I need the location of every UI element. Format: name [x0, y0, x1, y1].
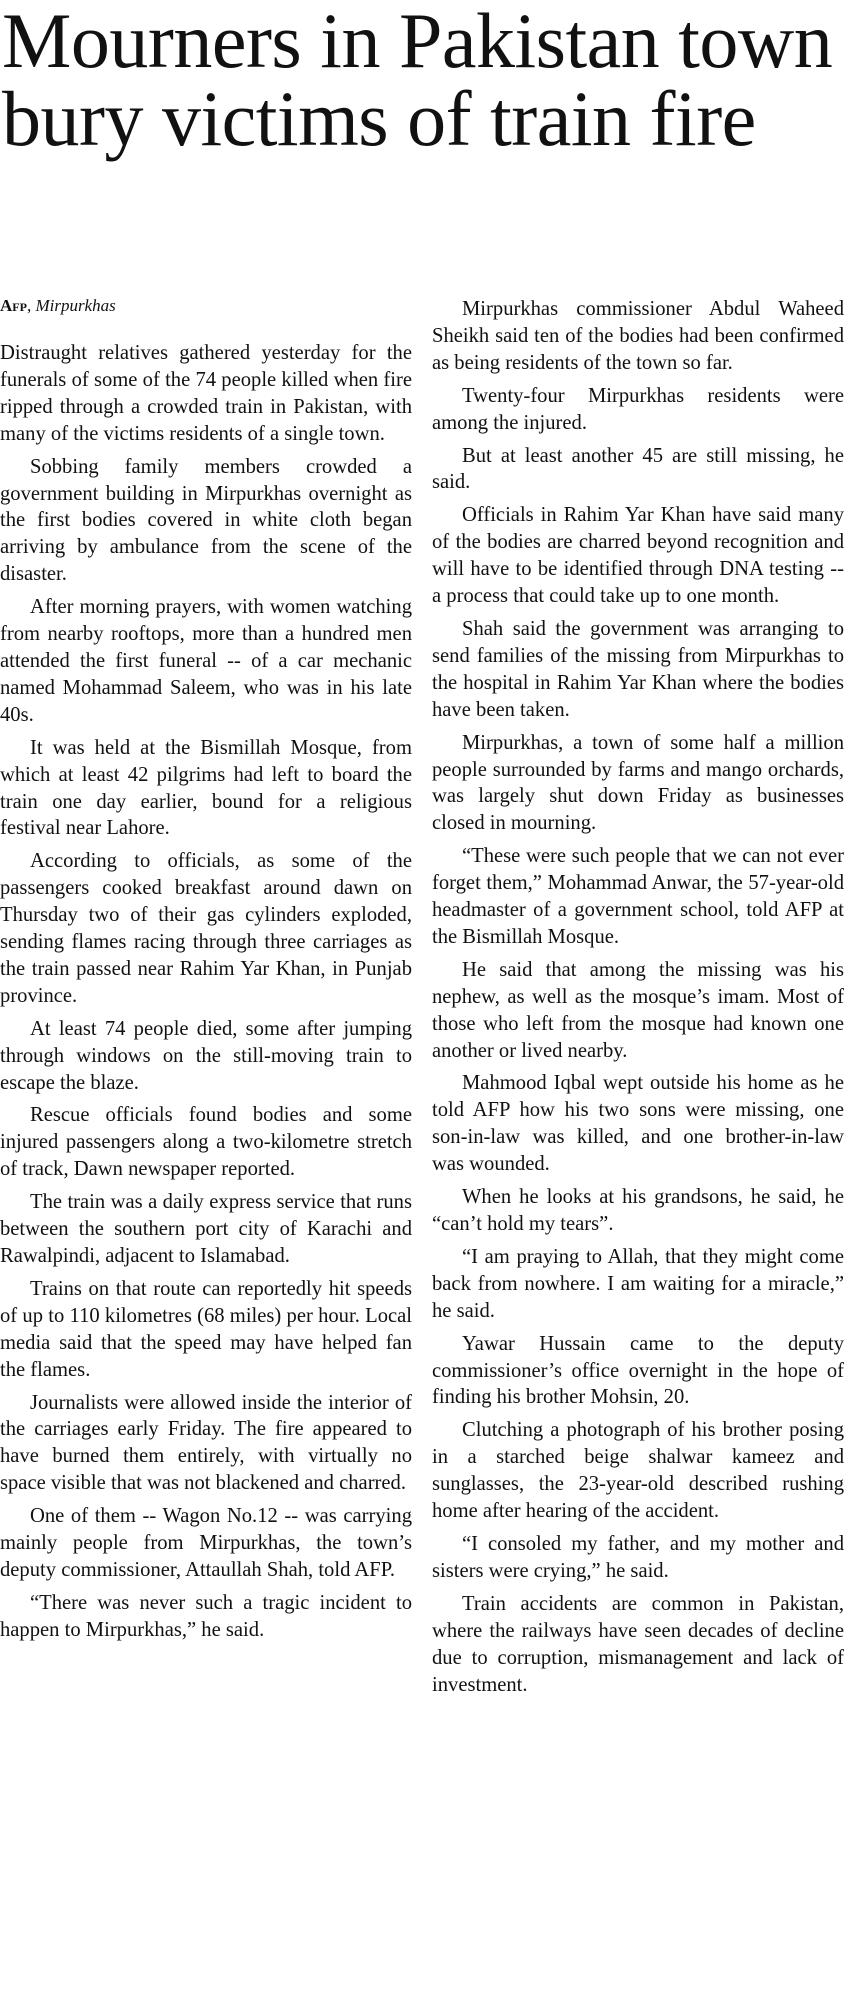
byline-location: Mirpurkhas	[35, 296, 116, 315]
article-paragraph: After morning prayers, with women watching from nearby rooftops, more than a hundred men attended the first funeral -- of a car mechanic named Mohammad Saleem, who was in his late 40s.	[0, 596, 412, 726]
article-paragraph: “I am praying to Allah, that they might come back from nowhere. I am waiting for a miracle,” he said.	[432, 1245, 844, 1322]
article-paragraph: When he looks at his grandsons, he said, he “can’t hold my tears”.	[432, 1186, 844, 1235]
article-paragraph: Distraught relatives gathered yesterday for the funerals of some of the 74 people killed when fire ripped through a crowded train in Pakistan, with many of the victims residents of a single town.	[0, 342, 412, 445]
article-paragraph: But at least another 45 are still missing, he said.	[432, 444, 844, 494]
article-paragraph: Trains on that route can reportedly hit speeds of up to 110 kilometres (68 miles) per hour. Local media said that the speed may have helped fan the flames.	[0, 1277, 412, 1381]
article-column-right	[432, 296, 844, 1704]
article-paragraph: Yawar Hussain came to the deputy commissioner’s office overnight in the hope of finding his brother Mohsin, 20.	[432, 1332, 844, 1409]
article-paragraph: Train accidents are common in Pakistan, where the railways have seen decades of decline due to corruption, mismanagement and lack of investment.	[432, 1592, 844, 1696]
byline-agency: Afp	[0, 296, 27, 315]
article-paragraph: Twenty-four Mirpurkhas residents were among the injured.	[432, 384, 844, 434]
article-paragraph: Mahmood Iqbal wept outside his home as he told AFP how his two sons were missing, one son-in-law was killed, and one brother-in-law was wounded.	[432, 1072, 844, 1176]
article-paragraph: One of them -- Wagon No.12 -- was carrying mainly people from Mirpurkhas, the town’s deputy commissioner, Attaullah Shah, told AFP.	[0, 1505, 412, 1581]
article-paragraph: “There was never such a tragic incident to happen to Mirpurkhas,” he said.	[0, 1591, 412, 1641]
article-paragraph: The train was a daily express service that runs between the southern port city of Karachi and Rawalpindi, adjacent to Islamabad.	[0, 1191, 412, 1267]
article-paragraph: Shah said the government was arranging to send families of the missing from Mirpurkhas to the hospital in Rahim Yar Khan where the bodies have been taken.	[432, 617, 844, 721]
article-paragraph: Clutching a photograph of his brother posing in a starched beige shalwar kameez and sunglasses, the 23-year-old described rushing home after hearing of the accident.	[432, 1419, 844, 1523]
article-paragraph: Officials in Rahim Yar Khan have said many of the bodies are charred beyond recognition and will have to be identified through DNA testing -- a process that could take up to one month.	[432, 504, 844, 608]
article-paragraph: He said that among the missing was his nephew, as well as the mosque’s imam. Most of those who left from the mosque had known one another or lived nearby.	[432, 958, 844, 1062]
article-paragraph: According to officials, as some of the passengers cooked breakfast around dawn on Thursday two of their gas cylinders exploded, sending flames racing through three carriages as the train passed near Rahim Yar Khan, in Punjab province.	[0, 850, 412, 1007]
article-paragraph: Mirpurkhas, a town of some half a million people surrounded by farms and mango orchards, was largely shut down Friday as businesses closed in mourning.	[432, 731, 844, 835]
article-paragraph: Journalists were allowed inside the interior of the carriages early Friday. The fire appeared to have burned them entirely, with virtually no space visible that was not blackened and charred.	[0, 1391, 412, 1495]
article-paragraph: “I consoled my father, and my mother and sisters were crying,” he said.	[432, 1532, 844, 1582]
article-paragraph: “These were such people that we can not ever forget them,” Mohammad Anwar, the 57-year-old headmaster of a government school, told AFP at the Bismillah Mosque.	[432, 845, 844, 948]
article-paragraph: Mirpurkhas commissioner Abdul Waheed Sheikh said ten of the bodies had been confirmed as being residents of the town so far.	[432, 298, 844, 374]
article-paragraph: At least 74 people died, some after jumping through windows on the still-moving train to escape the blaze.	[0, 1017, 412, 1094]
article-paragraph: Rescue officials found bodies and some injured passengers along a two-kilometre stretch of track, Dawn newspaper reported.	[0, 1104, 412, 1181]
byline	[0, 296, 420, 316]
headline: Mourners in Pakistan town bury victims of train fire	[2, 0, 833, 162]
article-paragraph: Sobbing family members crowded a government building in Mirpurkhas overnight as the first bodies covered in white cloth began arriving by ambulance from the scene of the disaster.	[0, 455, 412, 586]
article-paragraph: It was held at the Bismillah Mosque, from which at least 42 pilgrims had left to board the train one day earlier, bound for a religious festival near Lahore.	[0, 736, 412, 840]
article-column-left	[0, 340, 412, 1650]
byline-separator: ,	[26, 296, 32, 315]
